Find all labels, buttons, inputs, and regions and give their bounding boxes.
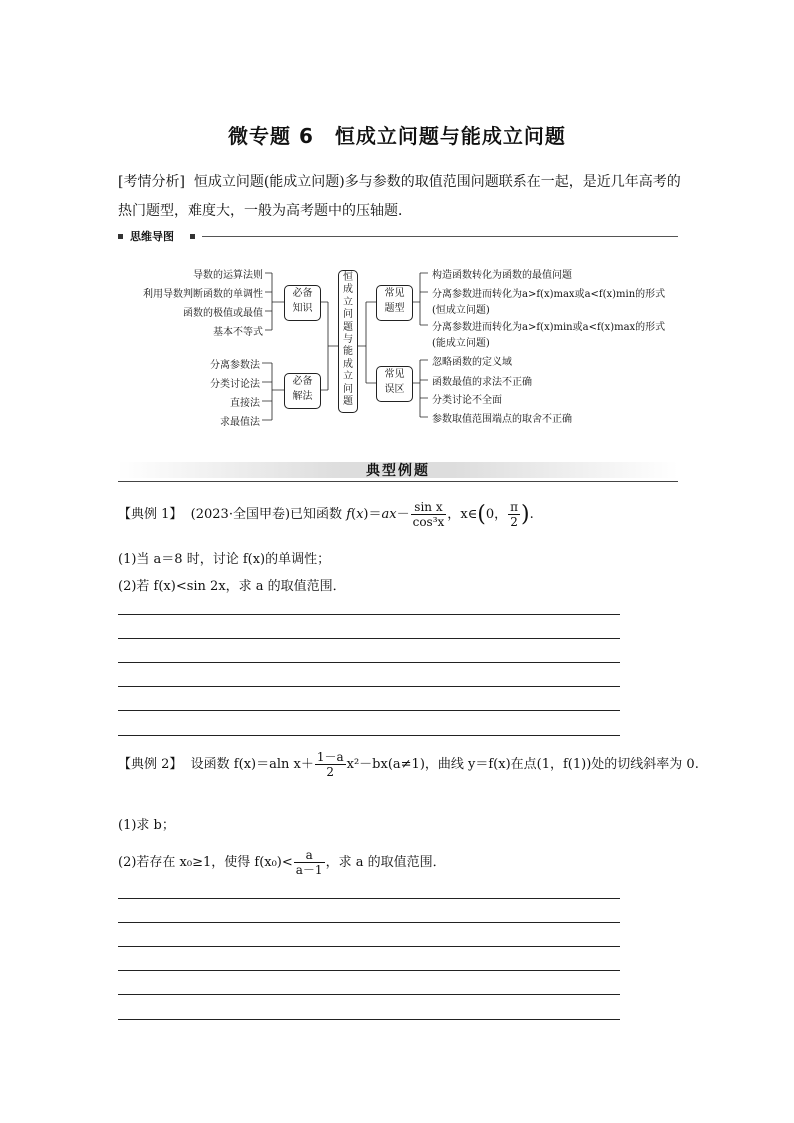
method-box-line: 解法 [292, 391, 313, 402]
error-item: 函数最值的求法不正确 [432, 377, 532, 388]
method-item: 求最值法 [220, 417, 260, 428]
answer-line [118, 686, 620, 687]
type-item: (能成立问题) [432, 338, 490, 349]
knowledge-box-line: 必备 [292, 288, 313, 299]
error-item: 参数取值范围端点的取舍不正确 [432, 414, 572, 425]
center-topic-char: 成 [343, 284, 353, 296]
example2-label: 【典例 2】 [118, 757, 183, 772]
example2-text-b: x²－bx(a≠1)，曲线 y＝f(x)在点(1，f(1))处的切线斜率为 0. [346, 757, 699, 772]
example2-part2 [118, 848, 446, 877]
example1-fraction [411, 500, 447, 529]
knowledge-item: 基本不等式 [213, 327, 263, 338]
answer-line [118, 994, 620, 995]
fraction-numerator: 1－a [316, 750, 344, 764]
types-box-line: 题型 [384, 303, 405, 314]
error-item: 忽略函数的定义域 [432, 357, 512, 368]
answer-line [118, 1019, 620, 1020]
method-item: 分离参数法 [210, 360, 260, 371]
errors-box-line: 常见 [384, 369, 405, 380]
fraction-numerator: π [510, 500, 519, 514]
fraction-denominator: cos³x [412, 515, 445, 529]
answer-line [118, 970, 620, 971]
knowledge-box-line: 知识 [292, 303, 313, 314]
center-topic-char: 能 [343, 346, 353, 358]
example1-source: (2023·全国甲卷)已知函数 [190, 507, 343, 522]
analysis-text-2: 热门题型，难度大，一般为高考题中的压轴题． [118, 203, 412, 219]
type-item: (恒成立问题) [432, 305, 490, 316]
example2-fraction [315, 750, 346, 779]
center-topic-char: 问 [343, 383, 353, 395]
center-topic-char: 立 [343, 296, 353, 308]
type-item: 分离参数进而转化为a>f(x)min或a<f(x)max的形式 [432, 322, 666, 333]
fraction-denominator: 2 [510, 515, 518, 529]
method-item: 分类讨论法 [210, 379, 260, 390]
example2-statement [118, 750, 699, 779]
type-item: 分离参数进而转化为a>f(x)max或a<f(x)min的形式 [432, 289, 666, 300]
mind-map [0, 0, 794, 440]
center-topic-char: 立 [343, 371, 353, 383]
answer-line [118, 735, 620, 736]
answer-line [118, 922, 620, 923]
answer-line [118, 614, 620, 615]
example1-part1: (1)当 a＝8 时，讨论 f(x)的单调性； [118, 552, 331, 567]
example1-domain: x∈ [460, 507, 478, 522]
banner-rule [118, 481, 678, 482]
center-topic-box [338, 270, 358, 413]
type-item: 构造函数转化为函数的最值问题 [432, 270, 572, 281]
section-banner-label: 典型例题 [366, 463, 430, 479]
knowledge-item: 导数的运算法则 [193, 270, 263, 281]
example2-part2-fraction [294, 848, 325, 877]
center-topic-char: 问 [343, 309, 353, 321]
answer-line [118, 946, 620, 947]
mind-map-heading-label: 思维导图 [130, 230, 174, 243]
example2-part2-tail: ，求 a 的取值范围． [325, 855, 446, 870]
analysis-tag: [考情分析] [118, 174, 185, 190]
knowledge-item: 函数的极值或最值 [183, 308, 263, 319]
method-box-line: 必备 [292, 376, 313, 387]
example1-interval-start: 0， [485, 507, 508, 522]
example1-part2: (2)若 f(x)<sin 2x，求 a 的取值范围． [118, 579, 346, 594]
center-topic-char: 与 [343, 334, 353, 346]
analysis-text-1: 恒成立问题(能成立问题)多与参数的取值范围问题联系在一起，是近几年高考的 [193, 174, 681, 190]
fraction-numerator: a [294, 848, 325, 863]
error-item: 分类讨论不全面 [432, 395, 502, 406]
types-box [376, 285, 413, 321]
knowledge-box [284, 285, 321, 321]
section-banner [118, 458, 678, 482]
example1-interval-fraction [508, 500, 520, 529]
errors-box [376, 366, 413, 402]
errors-box-line: 误区 [384, 384, 405, 395]
method-box [284, 373, 321, 409]
example1-label: 【典例 1】 [118, 507, 183, 522]
example2-text-a: 设函数 f(x)＝aln x＋ [190, 757, 314, 772]
center-topic-char: 成 [343, 358, 353, 370]
fraction-denominator: a－1 [295, 863, 323, 877]
knowledge-item: 利用导数判断函数的单调性 [143, 289, 263, 300]
center-topic-char: 题 [343, 396, 353, 408]
types-box-line: 常见 [384, 288, 405, 299]
center-topic-char: 题 [343, 321, 353, 333]
method-item: 直接法 [230, 398, 260, 409]
answer-line [118, 638, 620, 639]
example2-part1: (1)求 b； [118, 818, 175, 833]
fraction-numerator: sin x [411, 500, 447, 515]
answer-line [118, 710, 620, 711]
example1-statement: 【典例 1】 (2023·全国甲卷)已知函数 f(x)＝ax－ $\frac{\text{sin x}}{\text{cos³x}}$ ，x∈(0， $\frac{\pi}{2}$ ). [118, 500, 534, 529]
page-title: 微专题 6 恒成立问题与能成立问题 [228, 124, 566, 148]
example2-part2-text: (2)若存在 x₀≥1，使得 f(x₀)< [118, 855, 293, 870]
center-topic-char: 恒 [343, 272, 353, 283]
fraction-denominator: 2 [326, 765, 335, 779]
answer-line [118, 898, 620, 899]
answer-line [118, 662, 620, 663]
